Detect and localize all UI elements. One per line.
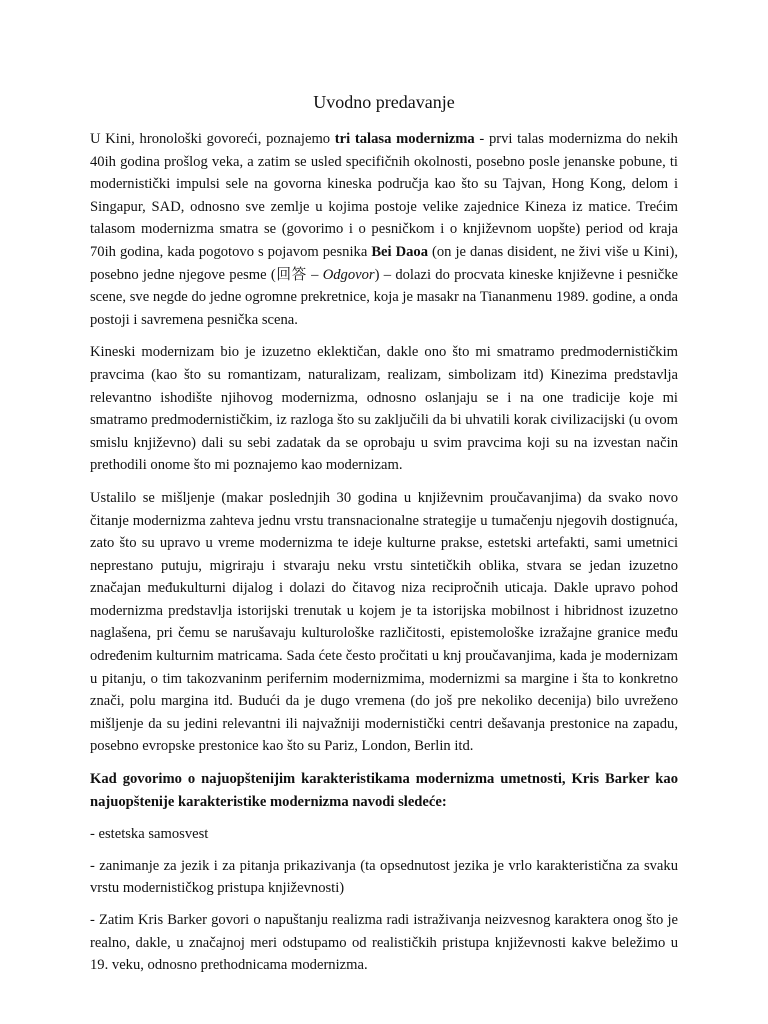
paragraph-2: Kineski modernizam bio je izuzetno eklektičan, dakle ono što mi smatramo predmodernističkim pravcima (kao što su romantizam, naturalizam, realizam, simbolizam itd) Kinezima predstavlja relevantno ishodište njihovog modernizma, odnosno oslanjaju se i na one tradicije koje mi smatramo predmodernističkim, iz razloga što su zaključili da bi uhvatili korak civilizacijski (u ovom smislu književno) dali su sebi zadatak da se oprobaju u svim pravcima koji su na izvestan način prethodili onome što mi poznajemo kao modernizam. [90,344,678,474]
list-item: - zanimanje za jezik i za pitanja prikazivanja (ta opsednutost jezika je vrlo karakteristična za svaku vrstu modernističkog pristupa književnosti) [90,857,678,897]
paragraph-1-text-c: (on je danas disident, ne živi više u Kini), posebno jedne njegove pesme (回答 – [90,243,678,283]
paragraph-1-bold-bei-dao: Bei Daoa [371,243,429,260]
paragraph-1-text-a: U Kini, hronološki govoreći, poznajemo [90,131,335,147]
paragraph-1-text-d: ) – dolazi do procvata kineske književne i pesničke scene, sve negde do jedne ogromne prekretnice, koja je masakr na Tiananmenu 1989. godine, a onda postoji i savremena pesnička scena. [90,266,678,328]
paragraph-1 [90,128,678,331]
paragraph-3: Ustalilo se mišljenje (makar poslednjih 30 godina u književnim proučavanjima) da svako novo čitanje modernizma zahteva jednu vrstu transnacionalne strategije u tumačenju njegovih dostignuća, zato što su upravo u vreme modernizma te ideje kulturne prakse, estetski artefakti, sami umetnici neprestano putuju, migriraju i stvaraju neku vrstu sintetičkih oblika, stvara se jedan izuzetno značajan međukulturni dijalog i dolazi do čitavog niza recipročnih uticaja. Dakle upravo pohod modernizma predstavlja istorijski trenutak u kojem je ta istorijska mobilnost i hibridnost izuzetno naglašena, pri čemu se narušavaju kulturološke različitosti, epistemološke izražajne granice među određenim kulturnim matricama. Sada ćete često pročitati u knj proučavanjima, kada je modernizam u pitanju, o tim takozvaninm perifernim modernizmima, modernizmi sa margine i šta to konkretno znači, polu margina itd. Budući da je dugo vremena (do još pre nekoliko decenija) bilo uvreženo mišljenje da su jedini relevantni ili najvažniji modernistički centri dešavanja prestonice na zapadu, posebno evropske prestonice kao što su Pariz, London, Berlin itd. [90,489,678,755]
page-title: Uvodno predavanje [313,92,455,112]
paragraph-1-italic-odgovor: Odgovor [322,266,375,283]
list-item: - estetska samosvest [90,826,209,843]
paragraph-1-bold-three-waves: tri talasa modernizma [334,131,475,147]
paragraph-1-text-b: - prvi talas modernizma do nekih 40ih godina prošlog veka, a zatim se usled specifičnih okolnosti, posebno posle jenanske pobune, ti modernistički impulsi sele na govorna kineska područja kao što su Tajvan, Hong Kong, delom i Singapur, SAD, odnosno sve zemlje u kojima postoje velike zajednice Kineza iz matice. Trećim talasom modernizma smatra se (govorimo i o pesničkom i o književnom uopšte) period od kraja 70ih godina, kada pogotovo s pojavom pesnika [90,131,678,260]
list-item: - Zatim Kris Barker govori o napuštanju realizma radi istraživanja neizvesnog karaktera onog što je realno, dakle, u značajnoj meri odstupamo od realističkih pristupa književnosti kakve beležimo u 19. veku, odnosno prethodnicama modernizma. [90,912,678,974]
section-heading: Kad govorimo o najuopštenijim karakteristikama modernizma umetnosti, Kris Barker kao najuopštenije karakteristike modernizma navodi sledeće: [90,771,678,810]
